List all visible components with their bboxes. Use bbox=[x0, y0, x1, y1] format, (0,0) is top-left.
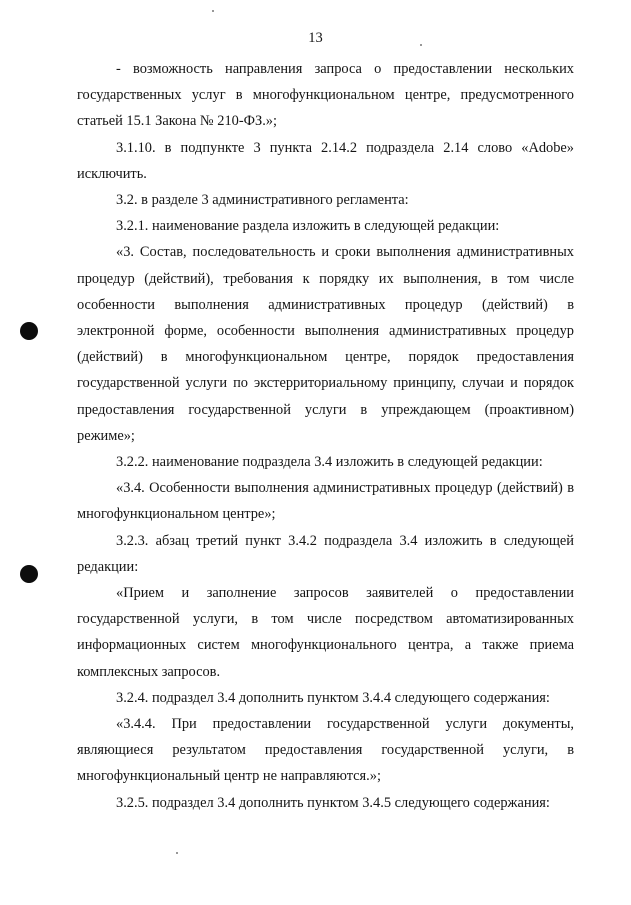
scan-speck bbox=[176, 852, 178, 854]
document-body bbox=[77, 56, 574, 816]
paragraph: «3. Состав, последовательность и сроки выполнения административных процедур (действий), требования к порядку их выполнения, в том числе особенности выполнения административных процедур (действий) в электронной форме, особенности выполнения административных процедур (действий) в многофункциональном центре, порядок предоставления государственной услуги по экстерриториальному принципу, случаи и порядок предоставления государственной услуги в упреждающем (проактивном) режиме»; bbox=[77, 244, 574, 444]
paragraph: «3.4. Особенности выполнения административных процедур (действий) в многофункциональном центре»; bbox=[77, 480, 574, 523]
paragraph: 3.2.5. подраздел 3.4 дополнить пунктом 3.4.5 следующего содержания: bbox=[116, 794, 550, 811]
scan-speck bbox=[420, 44, 422, 46]
punch-hole-top bbox=[20, 322, 38, 340]
paragraph: 3.2.4. подраздел 3.4 дополнить пунктом 3.4.4 следующего содержания: bbox=[116, 689, 550, 706]
paragraph: «Прием и заполнение запросов заявителей о предоставлении государственной услуги, в том числе посредством автоматизированных информационных систем многофункционального центра, а также приема комплексных запросов. bbox=[77, 585, 574, 680]
paragraph: 3.2.1. наименование раздела изложить в следующей редакции: bbox=[116, 218, 500, 235]
paragraph: 3.2.2. наименование подраздела 3.4 изложить в следующей редакции: bbox=[116, 454, 543, 471]
paragraph: 3.1.10. в подпункте 3 пункта 2.14.2 подраздела 2.14 слово «Adobe» исключить. bbox=[77, 139, 574, 182]
scan-speck bbox=[212, 10, 214, 12]
paragraph: - возможность направления запроса о предоставлении нескольких государственных услуг в многофункциональном центре, предусмотренного статьей 15.1 Закона № 210-ФЗ.»; bbox=[77, 61, 574, 130]
paragraph: «3.4.4. При предоставлении государственной услуги документы, являющиеся результатом предоставления государственной услуги, в многофункциональный центр не направляются.»; bbox=[77, 716, 574, 785]
page-number: 13 bbox=[308, 30, 323, 46]
paragraph: 3.2. в разделе 3 административного регламента: bbox=[116, 192, 409, 209]
punch-hole-bottom bbox=[20, 565, 38, 583]
paragraph: 3.2.3. абзац третий пункт 3.4.2 подраздела 3.4 изложить в следующей редакции: bbox=[77, 532, 574, 575]
